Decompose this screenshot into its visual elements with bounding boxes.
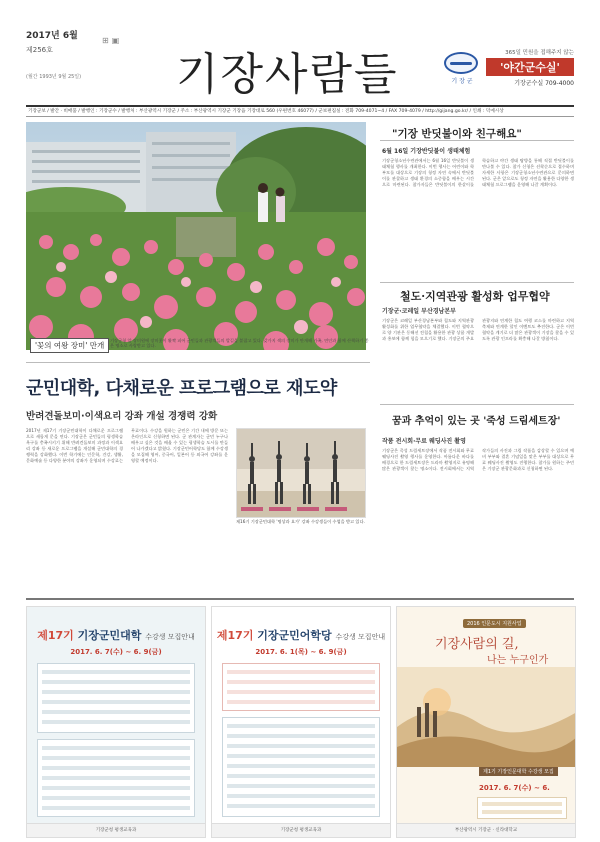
logo-emblem-icon	[444, 52, 478, 74]
ad-title-main: 기장군민대학	[77, 629, 142, 642]
ad-title-number: 제17기	[216, 629, 254, 642]
newspaper-title: 기장사람들	[176, 49, 399, 100]
yoga-photo-caption: 제16기 기장군민대학 '명상과 요가' 강좌 수강생들이 수업을 받고 있다.	[236, 519, 365, 524]
article-rail-byline: 기장군·코레일 부산경남본부	[382, 308, 456, 315]
rose-garden-illustration	[26, 122, 366, 350]
article-dreamset-body: 기장군은 죽성 드림세트장에서 작품 전시회와 무료 웨딩사진 촬영 행사를 운영한다. 아름다운 바다를 배경으로 한 드림세트장은 드라마 촬영지로 유명해 많은 관광객이 찾는 명소이다. 전시회에서는 지역 작가들의 사진과 그림 작품을 감상할 수 있으며 예비 부부와 결혼 기념일을 맞은 부부를 대상으로 무료 웨딩사진 촬영도 진행한다. 참가를 원하는 주민은 기장군 관광문화과로 신청하면 된다.	[382, 448, 574, 471]
grid-icon: ⊞	[102, 36, 109, 45]
article-rail-body: 기장군은 코레일 부산경남본부와 철도와 지역관광 활성화를 위한 업무협약을 체결했다. 이번 협약으로 양 기관은 동해선 전철을 활용한 관광 상품 개발과 홍보에 함께 힘을 모으기로 했다. 기장군의 주요 관광지와 연계한 철도 여행 코스를 마련하고 지역 축제와 연계한 할인 이벤트도 추진한다. 군은 이번 협약을 계기로 더 많은 관광객이 기장을 찾을 수 있도록 관광 인프라를 확충해 나갈 방침이다.	[382, 318, 574, 341]
divider	[380, 282, 574, 283]
ad-title-tail: 수강생 모집안내	[145, 633, 195, 641]
rose-garden-photo	[26, 122, 366, 350]
registration-date: (월간 1993년 9월 25일)	[26, 74, 82, 80]
ad3-recruit-tag: 제1기 기장인문대학 수강생 모집	[479, 767, 558, 776]
main-headline: 군민대학, 다채로운 프로그램으로 재도약	[26, 378, 337, 399]
promo-subtitle: 365일 민원을 접해주지 않는	[505, 50, 574, 56]
icon-strip	[102, 36, 119, 45]
yoga-illustration	[237, 429, 366, 518]
ad3-info-table	[477, 797, 567, 819]
ad-info-table	[37, 739, 195, 817]
qr-icon: ▣	[111, 36, 120, 45]
ad-footer: 기장군청 평생교육과	[27, 823, 205, 837]
ad-language-school	[211, 606, 391, 838]
article-fireflies-byline: 6월 16일 기장반딧불이 생태체험	[382, 148, 471, 155]
logo-label: 기 장 군	[451, 78, 473, 85]
ad-course-table	[222, 717, 380, 817]
article-dreamset-byline: 작품 전시회·무료 웨딩사진 촬영	[382, 438, 466, 445]
ad-footer: 부산광역시 기장군 · 신라대학교	[397, 823, 575, 837]
publisher-info-bar: 기장군보 / 발간 · 비매품 / 발행인 : 기장군수 / 발행처 : 부산광역시 기장군 / 주소 : 부산광역시 기장군 기장읍 기장대로 560 (우편번호 46077) / 군보편집실 : 전화 709-4071~4 / FAX 709-4079 / http://gijang.go.kr/ / 인쇄 : 덕예시상	[26, 105, 574, 117]
ad-humanities-college	[396, 606, 576, 838]
ad3-title-line2: 나는 누구인가	[487, 655, 549, 666]
ad-citizen-college-date: 2017. 6. 7(수) ~ 6. 9(금)	[70, 648, 162, 656]
article-fireflies-body: 기장군청소년수련관에서는 6월 16일 반딧불이 생태체험 행사를 개최한다. 이번 행사는 어린이와 학부모를 대상으로 기장의 청정 자연 속에서 반딧불이를 관찰하고 생태 환경의 소중함을 배우는 시간으로 마련된다. 참가자들은 반딧불이의 한살이를 학습하고 야간 생태 탐방을 통해 직접 반딧불이를 만나볼 수 있다. 참가 신청은 선착순으로 접수하며 자세한 사항은 기장군청소년수련관으로 문의하면 된다. 군은 앞으로도 청정 자연을 활용한 다양한 생태체험 프로그램을 운영해 나갈 계획이다.	[382, 158, 574, 187]
main-article-body: 2017년 제17기 기장군민대학이 다채로운 프로그램으로 새롭게 문을 연다. 기장군은 군민들의 평생학습 욕구를 충족시키기 위해 반려견돌보미 과정과 이색요리 강좌 등 새로운 프로그램을 개설해 군민대학의 경쟁력을 강화했다. 이번 학기에는 인문학, 건강, 생활, 문화예술 등 다양한 분야의 강좌가 운영되며 수강료는 무료이다. 수강을 원하는 군민은 기간 내에 방문 또는 온라인으로 신청하면 된다. 군 관계자는 군민 누구나 배우고 싶은 것을 배울 수 있는 평생학습 도시를 만들어 나가겠다고 밝혔다. 기장군민어학당도 함께 수강생을 모집해 영어, 중국어, 일본어 등 외국어 강좌를 운영할 예정이다.	[26, 428, 228, 463]
divider	[380, 140, 574, 141]
ad-title-main: 기장군민어학당	[257, 629, 332, 642]
ad-course-table	[37, 663, 195, 733]
ad-citizen-college	[26, 606, 206, 838]
ad3-date: 2017. 6. 7(수) ~ 6.	[479, 784, 550, 792]
ad-footer: 기장군청 평생교육과	[212, 823, 390, 837]
photo-caption: 기장군청 앞 장미원에 장미꽃이 활짝 피어 군민들과 관광객들의 발길을 붙잡고 있다. 갖가지 색의 장미가 만개해 가족, 연인과 함께 산책하기 좋은 명소로 사랑받고 있다.	[110, 338, 369, 348]
night-office-promo	[486, 48, 574, 87]
ad-citizen-college-title	[27, 627, 205, 643]
ad-title-number: 제17기	[37, 629, 74, 642]
yoga-class-photo	[236, 428, 366, 518]
issue-number: 제256호	[26, 46, 53, 54]
article-dreamset-headline: 꿈과 추억이 있는 곳 '죽성 드림세트장'	[392, 416, 561, 427]
ad-language-school-date: 2017. 6. 1(목) ~ 6. 9(금)	[255, 648, 347, 656]
article-fireflies-headline: "기장 반딧불이와 친구해요"	[392, 128, 522, 140]
masthead	[26, 28, 574, 100]
promo-title: '야간군수실'	[486, 58, 574, 76]
ad3-title: 기장사람의 길,	[435, 637, 519, 652]
ad-title-tail: 수강생 모집안내	[335, 633, 386, 641]
promo-phone: 기장군수실 709-4000	[514, 80, 574, 87]
ad3-program-badge: 2016 인문도시 지원사업	[463, 619, 526, 628]
photo-caption-badge: '꽃의 여왕 장미' 만개	[30, 338, 109, 353]
ad-language-school-title	[212, 627, 390, 643]
divider	[380, 404, 574, 405]
main-subheadline: 반려견돌보미·이색요리 강좌 개설 경쟁력 강화	[26, 411, 218, 422]
gijang-logo	[444, 52, 480, 86]
ad-schedule-table	[222, 663, 380, 711]
divider	[26, 598, 574, 600]
issue-date: 2017년 6월	[26, 31, 78, 41]
article-rail-headline: 철도·지역관광 활성화 업무협약	[400, 290, 550, 303]
divider	[26, 362, 370, 363]
